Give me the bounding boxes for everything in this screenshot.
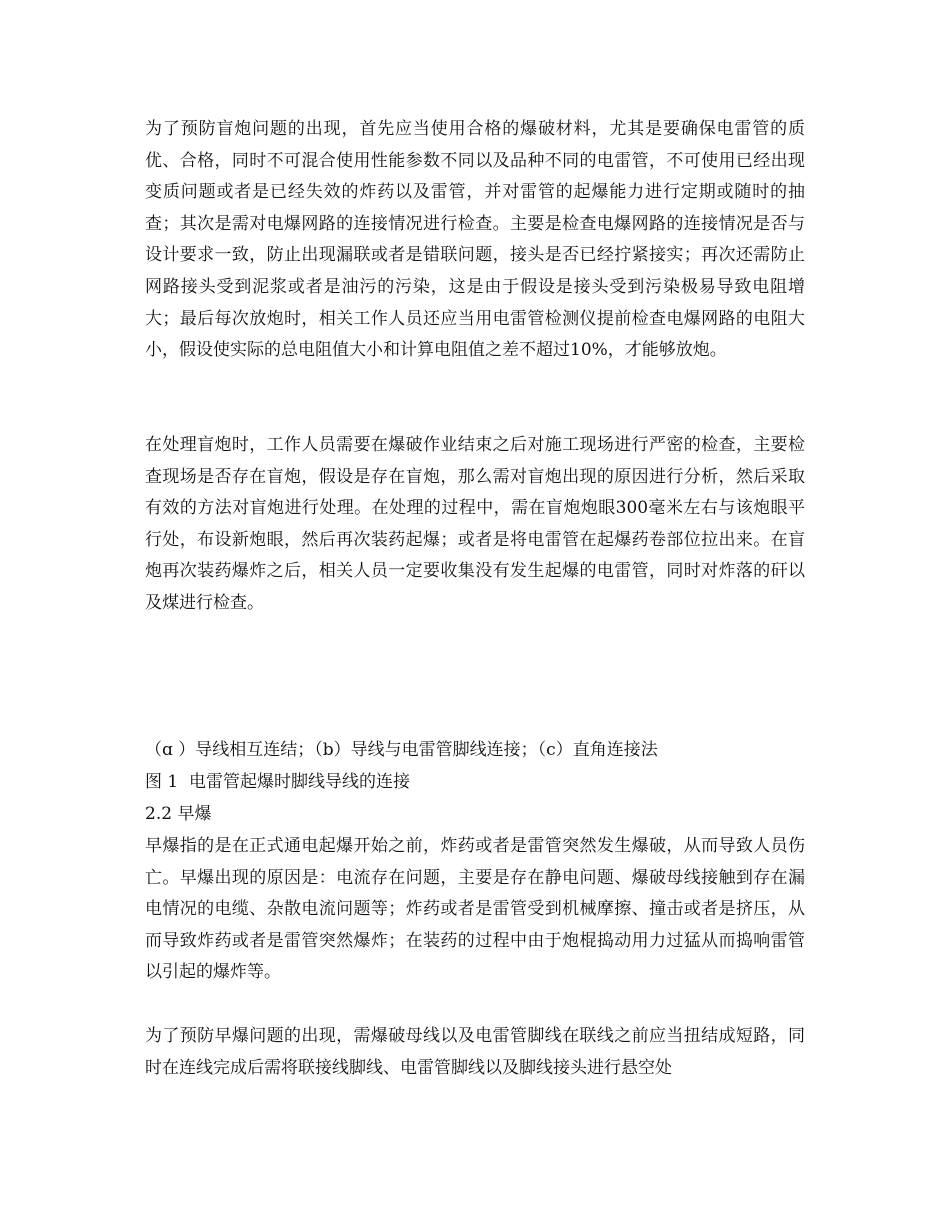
figure-subcaptions: （ɑ ）导线相互连结；（b）导线与电雷管脚线连接；（c）直角连接法 — [145, 740, 658, 760]
paragraph-blind-shot-handling: 在处理盲炮时，工作人员需要在爆破作业结束之后对施工现场进行严密的检查，主要检查现场是否存在盲炮，假设是存在盲炮，那么需对盲炮出现的原因进行分析，然后采取有效的方法对盲炮进行处理。在处理的过程中，需在盲炮炮眼300毫米左右与该炮眼平行处，布设新炮眼，然后再次装药起爆；或者是将电雷管在起爆药卷部位拉出来。在盲炮再次装药爆炸之后，相关人员一定要收集没有发生起爆的电雷管，同时对炸落的矸以及煤进行检查。 — [145, 435, 805, 613]
figure-caption: 图 1 电雷管起爆时脚线导线的连接 — [145, 772, 411, 792]
paragraph-blind-shot-prevention: 为了预防盲炮问题的出现，首先应当使用合格的爆破材料，尤其是要确保电雷管的质优、合格，同时不可混合使用性能参数不同以及品种不同的电雷管，不可使用已经出现变质问题或者是已经失效的炸药以及雷管，并对雷管的起爆能力进行定期或随时的抽查；其次是需对电爆网路的连接情况进行检查。主要是检查电爆网路的连接情况是否与设计要求一致，防止出现漏联或者是错联问题，接头是否已经拧紧接实；再次还需防止网路接头受到泥浆或者是油污的污染，这是由于假设是接头受到污染极易导致电阻增大；最后每次放炮时，相关工作人员还应当用电雷管检测仪提前检查电爆网路的电阻大小，假设使实际的总电阻值大小和计算电阻值之差不超过10%，才能够放炮。 — [145, 119, 805, 361]
paragraph-early-blast-definition: 早爆指的是在正式通电起爆开始之前，炸药或者是雷管突然发生爆破，从而导致人员伤亡。早爆出现的原因是：电流存在问题，主要是存在静电问题、爆破母线接触到存在漏电情况的电缆、杂散电流问题等；炸药或者是雷管受到机械摩擦、撞击或者是挤压，从而导致炸药或者是雷管突然爆炸；在装药的过程中由于炮棍捣动用力过猛从而捣响雷管以引起的爆炸等。 — [145, 836, 805, 983]
paragraph-early-blast-prevention: 为了预防早爆问题的出现，需爆破母线以及电雷管脚线在联线之前应当扭结成短路，同时在连线完成后需将联接线脚线、电雷管脚线以及脚线接头进行悬空处 — [145, 1026, 805, 1078]
section-heading: 2.2 早爆 — [145, 804, 212, 824]
